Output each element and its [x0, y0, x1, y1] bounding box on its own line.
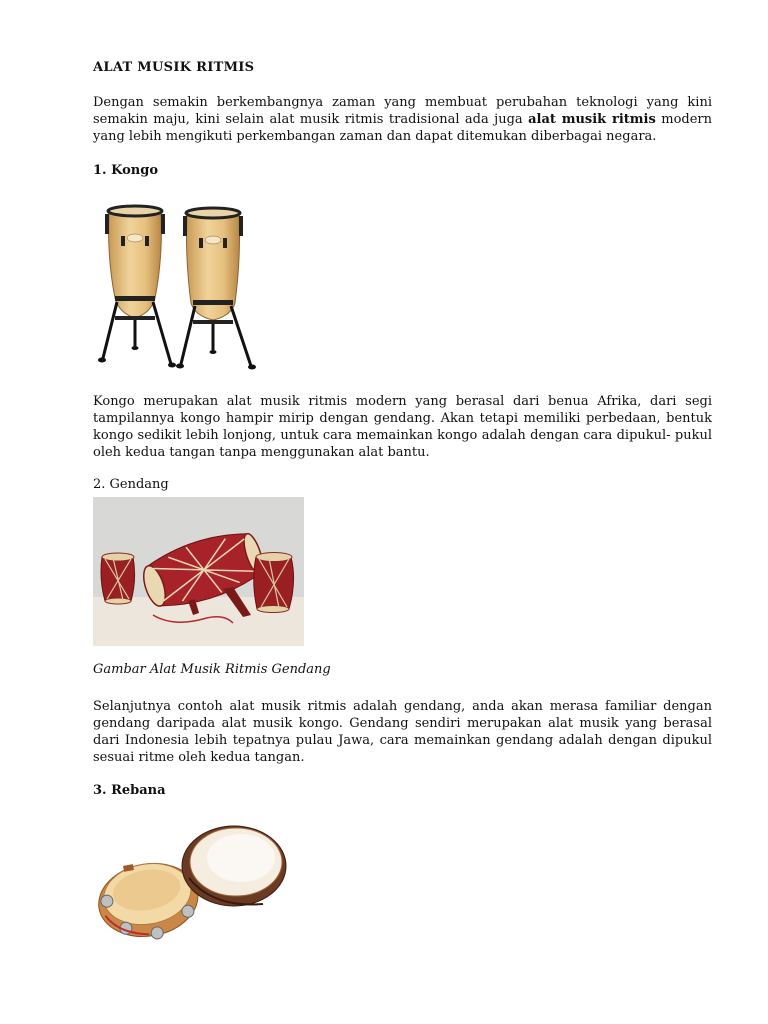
gendang-drums-image: [93, 497, 304, 646]
conga-drums-image: [93, 198, 263, 374]
intro-text-part1: Dengan semakin berkembangnya zaman yang membuat perubahan teknologi yang kini semakin maju, kini selain alat musik ritmis tradisional ada juga: [93, 95, 712, 127]
section-heading-rebana: 3. Rebana: [93, 783, 166, 798]
intro-text-part2: modern yang lebih mengikuti perkembangan zaman dan dapat ditemukan diberbagai negara.: [93, 112, 712, 144]
intro-paragraph: [93, 94, 712, 145]
gendang-image-caption: Gambar Alat Musik Ritmis Gendang: [93, 662, 331, 677]
section-heading-kongo: 1. Kongo: [93, 163, 158, 178]
gendang-paragraph: Selanjutnya contoh alat musik ritmis adalah gendang, anda akan merasa familiar dengan gendang daripada alat musik kongo. Gendang sendiri merupakan alat musik yang berasal dari Indonesia lebih tepatnya pulau Jawa, cara memainkan gendang adalah dengan dipukul sesuai ritme oleh kedua tangan.: [93, 699, 712, 765]
intro-text-bold: alat musik ritmis: [528, 112, 656, 127]
rebana-tambourine-image: [93, 818, 293, 944]
kongo-paragraph: Kongo merupakan alat musik ritmis modern yang berasal dari benua Afrika, dari segi tampilannya kongo hampir mirip dengan gendang. Akan tetapi memiliki perbedaan, bentuk kongo sedikit lebih lonjong, untuk cara memainkan kongo adalah dengan cara dipukul- pukul oleh kedua tangan tanpa menggunakan alat bantu.: [93, 394, 712, 460]
document-title: ALAT MUSIK RITMIS: [93, 60, 255, 75]
section-heading-gendang: 2. Gendang: [93, 477, 169, 492]
